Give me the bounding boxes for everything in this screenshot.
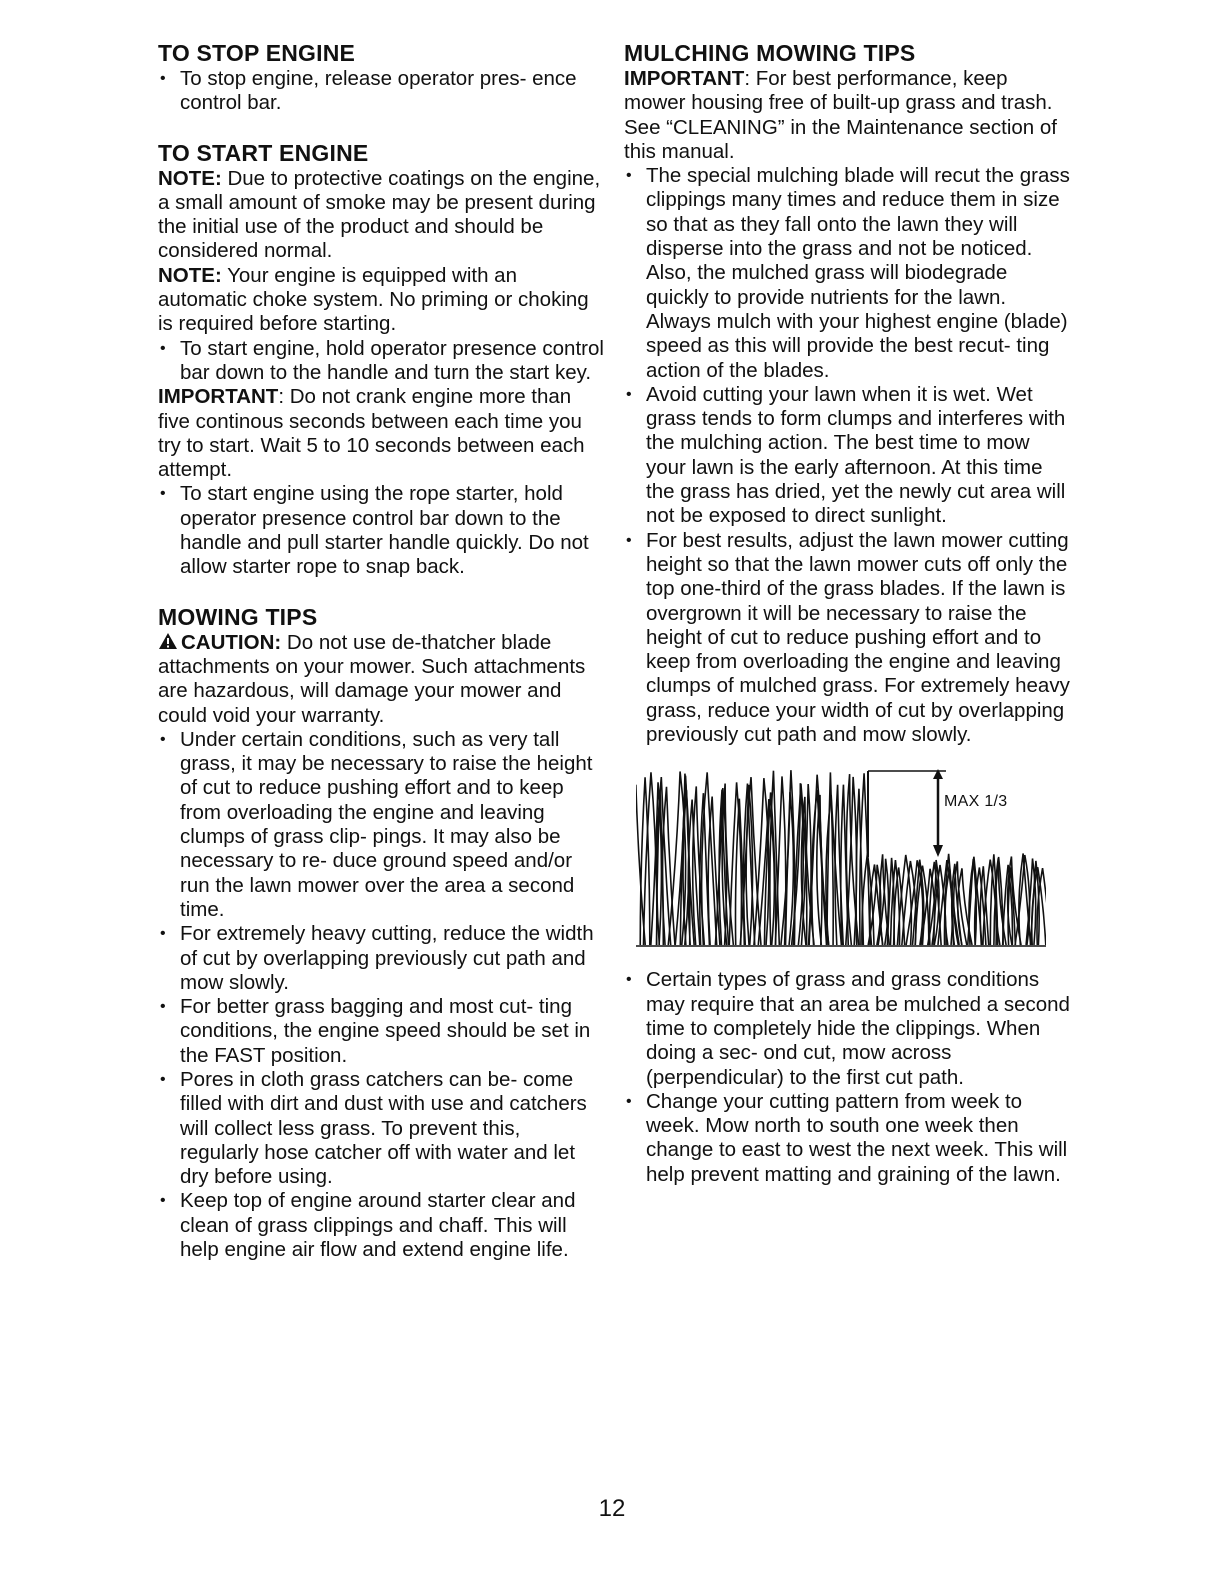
mowing-tips-heading: MOWING TIPS [158,603,318,630]
mowing-bullet: • For better grass bagging and most cut- ting conditions, the engine speed should be set in the FAST position. [158,995,604,1068]
mulching-bullet: • Avoid cutting your lawn when it is wet. Wet grass tends to form clumps and interferes with the mulching action. The best time to mow your lawn is the early afternoon. At this time the grass has dried, yet the newly cut area will not be exposed to direct sunlight. [624,383,1070,529]
note-text: Due to protective coatings on the engine, a small amount of smoke may be present during the initial use of the product and should be considered normal. [158,166,601,263]
mowing-bullet: • Keep top of engine around starter clear and clean of grass clippings and chaff. This will help engine air flow and extend engine life. [158,1189,604,1262]
mowing-bullet: • Pores in cloth grass catchers can be- come filled with dirt and dust with use and catchers will collect less grass. To prevent this, regularly hose catcher off with water and let dry before using. [158,1068,604,1189]
mowing-caution [158,631,604,728]
start-important [158,385,604,482]
important-text: : Do not crank engine more than five continous seconds between each time you try to start. Wait 5 to 10 seconds between each attempt. [158,385,585,482]
max-one-third-label: MAX 1/3 [944,793,1008,811]
important-label: IMPORTANT [624,67,745,90]
mulching-important [624,67,1070,164]
note-text: Your engine is equipped with an automatic choke system. No priming or choking is required before starting. [158,263,589,336]
important-label: IMPORTANT [158,385,279,409]
important-text: : For best performance, keep mower housing free of built-up grass and trash. See “CLEANING” in the Maintenance section of this manual. [624,67,1057,163]
caution-label: CAUTION: [181,630,282,654]
mulching-bullet: • Certain types of grass and grass conditions may require that an area be mulched a second time to completely hide the clippings. When doing a sec- ond cut, mow across (perpendicular) to the first cut path. [624,968,1070,1089]
note-label: NOTE: [158,166,222,190]
mulching-tips-heading: MULCHING MOWING TIPS [624,40,916,66]
note-label: NOTE: [158,263,222,287]
grass-blade [708,797,720,945]
caution-text: Do not use de-thatcher blade attachments on your mower. Such attachments are hazardous, will damage your mower and could void your warranty. [158,630,586,727]
max-arrow-head [933,845,943,857]
page-number: 12 [598,1495,626,1522]
to-stop-engine-heading: TO STOP ENGINE [158,40,356,66]
start-bullet-key: • To start engine, hold operator presence control bar down to the handle and turn the start key. [158,337,604,386]
left-column [158,40,604,1262]
mowing-bullet: • For extremely heavy cutting, reduce the width of cut by overlapping previously cut path and mow slowly. [158,922,604,995]
warning-triangle-icon [158,632,178,650]
mulching-bullet: • The special mulching blade will recut the grass clippings many times and reduce them in size so that as they fall onto the lawn they will disperse into the grass and not be noticed. Also, the mulched grass will biodegrade quickly to provide nutrients for the lawn. Always mulch with your highest engine (blade) speed as this will provide the best recut- ting action of the blades. [624,164,1070,383]
stop-engine-bullet: • To stop engine, release operator pres- ence control bar. [158,67,604,116]
mulching-bullet: • For best results, adjust the lawn mower cutting height so that the lawn mower cuts off only the top one-third of the grass blades. If the lawn is overgrown it will be necessary to raise the height of cut to reduce pushing effort and to keep from overloading the engine and leaving clumps of mulched grass. For extremely heavy grass, reduce your width of cut by overlapping previously cut path and mow slowly. [624,529,1070,748]
start-bullet-rope: • To start engine using the rope starter, hold operator presence control bar down to the handle and pull starter handle quickly. Do not allow starter rope to snap back. [158,482,604,579]
right-column [624,40,1070,1187]
grass-height-illustration [636,765,1046,950]
start-note-2 [158,264,604,337]
mowing-bullet: • Under certain conditions, such as very tall grass, it may be necessary to raise the height of cut to reduce pushing effort and to keep from overloading the engine and leaving clumps of grass clip- pings. It may also be necessary to re- duce ground speed and/or run the lawn mower over the area a second time. [158,728,604,922]
to-start-engine-heading: TO START ENGINE [158,139,369,166]
mulching-bullet: • Change your cutting pattern from week to week. Mow north to south one week then change to east to west the next week. This will help prevent matting and graining of the lawn. [624,1090,1070,1187]
start-note-1 [158,167,604,264]
